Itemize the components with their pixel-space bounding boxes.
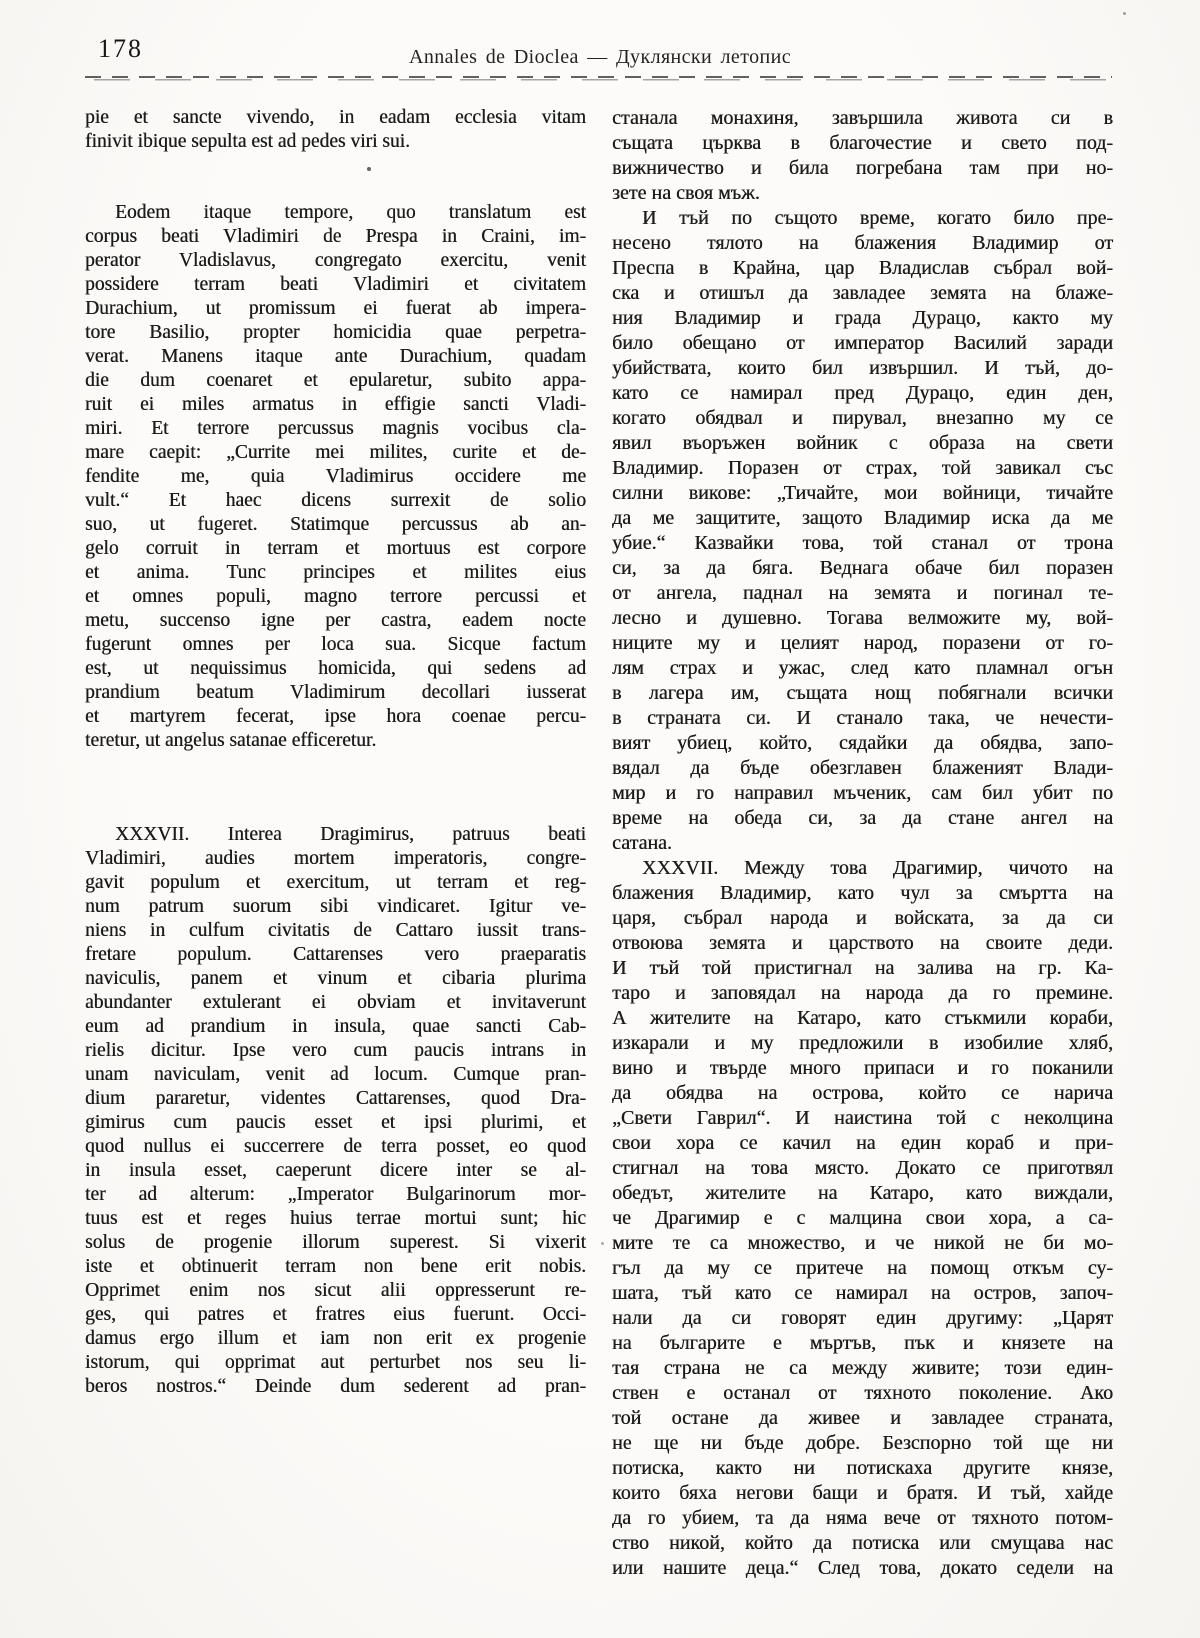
text-line: потиска, както ни потискаха другите князе,: [612, 1457, 1113, 1479]
text-line: XXXVII. Между това Драгимир, чичото на: [642, 857, 1113, 879]
text-line: tuus est et reges huius terrae mortui sunt; hic: [85, 1208, 586, 1229]
text-line: gimirus cum paucis esset et ipsi plurimi, et: [85, 1112, 586, 1133]
page-number: 178: [98, 34, 143, 63]
text-line: prandium beatum Vladimirum decollari iusserat: [85, 682, 586, 703]
text-line: таро и заповядал на народа да го премине.: [612, 982, 1113, 1004]
text-line: които бяха негови бащи и братя. И тъй, хайде: [612, 1482, 1113, 1504]
text-line: fretare populum. Cattarenses vero praeparatis: [85, 944, 586, 965]
text-line: vult.“ Et haec dicens surrexit de solio: [85, 490, 586, 511]
text-line: rielis dicitur. Ipse vero cum paucis intrans in: [85, 1040, 586, 1061]
text-line: време на обеда си, за да стане ангел на: [612, 807, 1113, 829]
scan-speck: [601, 1242, 604, 1245]
text-line: вино и твърде много припаси и го поканили: [612, 1057, 1113, 1079]
text-line: fugerunt omnes per loca sua. Sicque factum: [85, 634, 586, 655]
text-line: И тъй той пристигнал на залива на гр. Ка-: [612, 957, 1113, 979]
text-line: corpus beati Vladimiri de Prespa in Craini, im-: [85, 226, 586, 247]
text-line: шата, тъй като се намирал на остров, започ-: [612, 1282, 1113, 1304]
text-line: А жителите на Катаро, като стъкмили кораби,: [612, 1007, 1113, 1029]
text-line: Владимир. Поразен от страх, той завикал със: [612, 457, 1113, 479]
text-line: ruit ei miles armatus in effigie sancti Vladi-: [85, 394, 586, 415]
text-line: istorum, qui opprimat aut perturbet nos seu li-: [85, 1352, 586, 1373]
page-header: [0, 0, 1200, 70]
text-line: niens in culfum civitatis de Cattaro iussit trans-: [85, 920, 586, 941]
paragraph: [612, 206, 1113, 856]
paragraph: [85, 823, 586, 1399]
text-line: finivit ibique sepulta est ad pedes viri sui.: [85, 131, 410, 152]
scan-speck: [367, 167, 371, 171]
text-line: suo, ut fugeret. Statimque percussus ab an-: [85, 514, 586, 535]
text-line: на българите е мъртъв, пък и князете на: [612, 1332, 1113, 1354]
text-line: ство никой, който да потиска или смущава нас: [612, 1532, 1113, 1554]
text-line: quod nullus ei succerrere de terra posset, eo quod: [85, 1136, 586, 1157]
text-line: И тъй по същото време, когато било пре-: [642, 207, 1113, 229]
text-line: mare caepit: „Currite mei milites, curite et de-: [85, 442, 586, 463]
text-line: eum ad prandium in insula, quae sancti Cab-: [85, 1016, 586, 1037]
text-line: или нашите деца.“ След това, докато седели на: [612, 1557, 1113, 1579]
text-line: гъл да му се притече на помощ откъм су-: [612, 1257, 1113, 1279]
text-line: като се намирал пред Дурацо, един ден,: [612, 382, 1113, 404]
text-line: в страната си. И станало така, че нечести-: [612, 707, 1113, 729]
text-line: in insula esset, caeperunt dicere inter se al-: [85, 1160, 586, 1181]
header-rule: [85, 76, 1112, 81]
text-line: iste et obtinuerit terram non bene erit nobis.: [85, 1256, 586, 1277]
text-line: същата църква в благочестие и свето под-: [612, 132, 1113, 154]
text-line: possidere terram beati Vladimiri et civitatem: [85, 274, 586, 295]
text-line: тая страна не са между живите; този един-: [612, 1357, 1113, 1379]
text-line: изкарали и му предложили в изобилие хляб,: [612, 1032, 1113, 1054]
paragraph: [612, 856, 1113, 1581]
text-line: царя, събрал народа и войската, за да си: [612, 907, 1113, 929]
text-line: силни викове: „Тичайте, мои войници, тичайте: [612, 482, 1113, 504]
text-line: не ще ни бъде добре. Безспорно той ще ни: [612, 1432, 1113, 1454]
text-line: явил въоръжен войник с образа на свети: [612, 432, 1113, 454]
page-header-title: Annales de Dioclea — Дуклянски летопис: [409, 46, 791, 68]
text-line: unam naviculam, venit ad locum. Cumque pran-: [85, 1064, 586, 1085]
text-line: станала монахиня, завършила живота си в: [612, 107, 1113, 129]
two-column-text: [85, 106, 1113, 1581]
text-line: solus de progenie illorum superest. Si vixerit: [85, 1232, 586, 1253]
text-line: miri. Et terrore percussus magnis vocibus cla-: [85, 418, 586, 439]
latin-column: [85, 106, 586, 1581]
text-line: да обядва на острова, който се нарича: [612, 1082, 1113, 1104]
text-line: несено тялото на блажения Владимир от: [612, 232, 1113, 254]
text-line: обедът, жителите на Катаро, като виждали,: [612, 1182, 1113, 1204]
text-line: ния Владимир и града Дурацо, както му: [612, 307, 1113, 329]
text-line: зете на своя мъж.: [612, 182, 760, 204]
text-line: мите те са множество, и че никой не би мо-: [612, 1232, 1113, 1254]
text-line: tore Basilio, propter homicidia quae perpetra-: [85, 322, 586, 343]
text-line: да го убием, та да няма вече от тяхното потом-: [612, 1507, 1113, 1529]
text-line: било обещано от император Василий заради: [612, 332, 1113, 354]
text-line: мир и го направил мъченик, сам бил убит по: [612, 782, 1113, 804]
text-line: да ме защитите, защото Владимир иска да ме: [612, 507, 1113, 529]
text-line: ter ad alterum: „Imperator Bulgarinorum mor-: [85, 1184, 586, 1205]
text-line: Durachium, ut promissum ei fuerat ab impera-: [85, 298, 586, 319]
text-line: et martyrem fecerat, ipse hora coenae percu-: [85, 706, 586, 727]
text-line: ска и отишъл да завладее земята на блаже-: [612, 282, 1113, 304]
text-line: „Свети Гаврил“. И наистина той с неколцина: [612, 1107, 1113, 1129]
text-line: Vladimiri, audies mortem imperatoris, congre-: [85, 848, 586, 869]
text-line: abundanter extulerant ei obviam et invitaverunt: [85, 992, 586, 1013]
text-line: Преспа в Крайна, цар Владислав събрал вой-: [612, 257, 1113, 279]
text-line: teretur, ut angelus satanae efficeretur.: [85, 730, 377, 751]
text-line: вядал да бъде обезглавен блаженият Влади-: [612, 757, 1113, 779]
text-line: verat. Manens itaque ante Durachium, quadam: [85, 346, 586, 367]
text-line: damus ergo illum et iam non erit ex progenie: [85, 1328, 586, 1349]
text-line: блажения Владимир, като чул за смъртта на: [612, 882, 1113, 904]
text-line: beros nostros.“ Deinde dum sederent ad pran-: [85, 1376, 586, 1397]
text-line: в лагера им, същата нощ побягнали всички: [612, 682, 1113, 704]
text-line: ges, qui patres et fratres eius fuerunt. Occi-: [85, 1304, 586, 1325]
text-line: Eodem itaque tempore, quo translatum est: [115, 202, 586, 223]
text-line: fendite me, quia Vladimirus occidere me: [85, 466, 586, 487]
text-line: XXXVII. Interea Dragimirus, patruus beati: [115, 824, 586, 845]
text-line: perator Vladislavus, congregato exercitu, venit: [85, 250, 586, 271]
text-line: Opprimet enim nos sicut alii oppresserunt re-: [85, 1280, 586, 1301]
paragraph: [612, 106, 1113, 206]
scan-speck: [372, 475, 375, 478]
text-line: ствен е останал от тяхното поколение. Ако: [612, 1382, 1113, 1404]
text-line: gelo corruit in terram et mortuus est corpore: [85, 538, 586, 559]
text-line: убие.“ Казвайки това, той станал от трона: [612, 532, 1113, 554]
paragraph: [85, 106, 586, 154]
text-line: сатана.: [612, 832, 672, 854]
text-line: лям страх и ужас, след като пламнал огън: [612, 657, 1113, 679]
text-line: naviculis, panem et vinum et cibaria plurima: [85, 968, 586, 989]
text-line: metu, succenso igne per castra, eadem nocte: [85, 610, 586, 631]
text-line: et omnes populi, magno terrore percussi et: [85, 586, 586, 607]
text-line: вият убиец, който, сядайки да обядва, запо-: [612, 732, 1113, 754]
text-line: est, ut nequissimus homicida, qui sedens ad: [85, 658, 586, 679]
text-line: от ангела, паднал на земята и погинал те-: [612, 582, 1113, 604]
text-line: лесно и душевно. Тогава велможите му, вой-: [612, 607, 1113, 629]
text-line: стигнал на това място. Докато се приготвял: [612, 1157, 1113, 1179]
text-line: когато обядвал и пирувал, внезапно му се: [612, 407, 1113, 429]
text-line: et anima. Tunc principes et milites eius: [85, 562, 586, 583]
text-line: убийствата, които бил извършил. И тъй, до-: [612, 357, 1113, 379]
text-line: нали да си говорят един другиму: „Царят: [612, 1307, 1113, 1329]
text-line: отвоюва земята и царството на своите деди.: [612, 932, 1113, 954]
text-line: той остане да живее и завладее страната,: [612, 1407, 1113, 1429]
scan-speck: [1123, 12, 1126, 15]
text-line: вижничество и била погребана там при но-: [612, 157, 1113, 179]
text-line: че Драгимир е с малцина свои хора, а са-: [612, 1207, 1113, 1229]
text-line: gavit populum et exercitum, ut terram et reg-: [85, 872, 586, 893]
bulgarian-column: [612, 106, 1113, 1581]
text-line: dium pararetur, videntes Cattarenses, quod Dra-: [85, 1088, 586, 1109]
text-line: си, за да бяга. Веднага обаче бил поразен: [612, 557, 1113, 579]
paragraph: [85, 201, 586, 753]
text-line: die dum coenaret et epularetur, subito appa-: [85, 370, 586, 391]
text-line: ниците му и целият народ, поразени от го-: [612, 632, 1113, 654]
text-line: num patrum suorum sibi vindicaret. Igitur ve-: [85, 896, 586, 917]
text-line: pie et sancte vivendo, in eadam ecclesia vitam: [85, 107, 586, 128]
text-line: свои хора се качил на един кораб и при-: [612, 1132, 1113, 1154]
